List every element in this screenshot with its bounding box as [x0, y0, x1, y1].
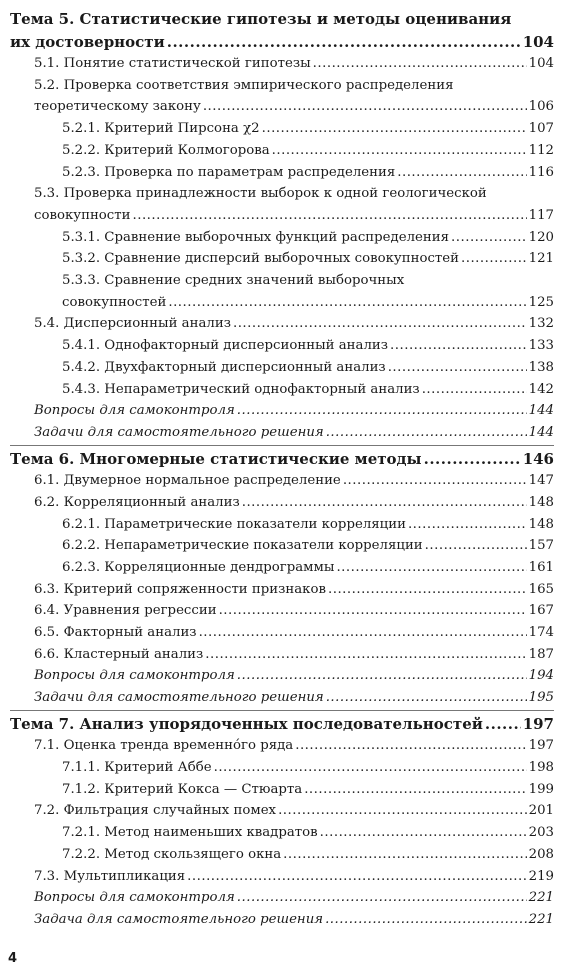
dot-leader	[237, 887, 527, 909]
toc-page-number: 221	[528, 890, 554, 906]
dot-leader	[214, 757, 527, 779]
toc-entry-title: 6.2.3. Корреляционные дендрограммы	[62, 559, 335, 575]
toc-entry[interactable]	[62, 779, 554, 801]
toc-entry[interactable]	[62, 335, 554, 357]
toc-entry-title: 6.1. Двумерное нормальное распределение	[34, 473, 341, 489]
toc-page-number: 167	[528, 603, 554, 619]
dot-leader	[485, 713, 521, 735]
toc-entry[interactable]	[34, 866, 554, 888]
dot-leader	[424, 448, 521, 470]
toc-entry-title: 6.5. Факторный анализ	[34, 625, 197, 640]
toc-entry[interactable]	[34, 422, 554, 444]
dot-leader	[422, 379, 527, 401]
dot-leader	[237, 400, 527, 422]
toc-entry[interactable]	[62, 357, 554, 379]
toc-page-number: 187	[528, 646, 554, 662]
toc-entry-title: Вопросы для самоконтроля	[34, 668, 235, 684]
dot-leader	[187, 866, 526, 888]
toc-entry[interactable]	[34, 665, 554, 687]
toc-entry-title: Тема 6. Многомерные статистические методы	[10, 449, 422, 468]
toc-entry[interactable]	[34, 579, 554, 601]
toc-page-number: 203	[528, 825, 554, 841]
dot-leader	[272, 140, 527, 162]
toc-page-number: 147	[528, 473, 554, 489]
dot-leader	[326, 422, 527, 444]
dot-leader	[451, 227, 527, 249]
toc-page-number: 219	[528, 868, 554, 884]
toc-entry-title: 5.4.2. Двухфакторный дисперсионный анализ	[62, 359, 386, 375]
toc-entry-title: теоретическому закону	[34, 99, 201, 115]
dot-leader	[278, 800, 527, 822]
toc-entry[interactable]	[34, 887, 554, 909]
toc-page-number: 208	[528, 846, 554, 862]
toc-entry-title: 5.4.3. Непараметрический однофакторный анализ	[62, 381, 420, 397]
toc-entry-title: Тема 7. Анализ упорядоченных последовательностей	[10, 714, 483, 733]
dot-leader	[397, 162, 526, 184]
toc-entry[interactable]	[34, 96, 554, 118]
toc-entry-title: 5.4. Дисперсионный анализ	[34, 316, 231, 332]
toc-page-number: 121	[528, 251, 554, 267]
toc-topic-heading[interactable]	[10, 448, 554, 470]
toc-page-number: 201	[528, 803, 554, 819]
toc-page-number: 125	[528, 294, 554, 310]
toc-page-number: 107	[528, 121, 554, 137]
toc-entry-title: Задачи для самостоятельного решения	[34, 424, 324, 440]
topic-divider	[10, 710, 554, 711]
toc-entry-title: 7.1. Оценка тренда временно́го ряда	[34, 738, 294, 754]
dot-leader	[262, 118, 527, 140]
toc-entry[interactable]	[34, 400, 554, 422]
toc-entry-title: 7.2. Фильтрация случайных помех	[34, 803, 277, 819]
toc-page-number: 148	[528, 516, 554, 532]
dot-leader	[388, 357, 527, 379]
dot-leader	[237, 665, 527, 687]
toc-page-number: 197	[528, 738, 554, 754]
toc-entry-title-line: Тема 5. Статистические гипотезы и методы оценивания	[10, 10, 512, 28]
toc-page-number: 161	[528, 559, 554, 575]
toc-entry-title: их достоверности	[10, 32, 165, 51]
toc-topic-heading[interactable]	[10, 31, 554, 53]
toc-entry[interactable]	[62, 535, 554, 557]
toc-page-number: 174	[528, 625, 554, 640]
toc-entry[interactable]	[34, 205, 554, 227]
dot-leader	[320, 822, 527, 844]
toc-entry[interactable]	[62, 757, 554, 779]
toc-entry-title-line: 5.2. Проверка соответствия эмпирического распределения	[34, 77, 454, 93]
toc-entry-title: 6.2. Корреляционный анализ	[34, 494, 240, 510]
toc-topic-heading[interactable]	[10, 713, 554, 735]
toc-entry[interactable]	[34, 470, 554, 492]
dot-leader	[205, 644, 526, 666]
dot-leader	[328, 579, 527, 601]
toc-entry-title: 6.2.2. Непараметрические показатели корреляции	[62, 538, 423, 554]
dot-leader	[242, 492, 527, 514]
toc-entry[interactable]	[62, 557, 554, 579]
toc-entry[interactable]	[34, 53, 554, 75]
dot-leader	[326, 687, 527, 709]
toc-page-number: 116	[528, 164, 554, 180]
toc-entry-title-line: 5.3. Проверка принадлежности выборок к одной геологической	[34, 186, 487, 202]
toc-entry[interactable]	[34, 909, 554, 931]
toc-entry[interactable]	[62, 379, 554, 401]
toc-entry[interactable]	[34, 622, 554, 644]
dot-leader	[390, 335, 527, 357]
toc-page-number: 144	[528, 424, 554, 440]
toc-page-number: 144	[528, 403, 554, 419]
toc-entry[interactable]	[62, 140, 554, 162]
dot-leader	[283, 844, 526, 866]
toc-page-number: 142	[528, 381, 554, 397]
page-number: 4	[8, 951, 18, 966]
toc-page-number: 194	[528, 668, 554, 684]
toc-entry[interactable]	[62, 514, 554, 536]
toc-page-number: 157	[528, 538, 554, 554]
toc-page-number: 148	[528, 494, 554, 510]
toc-entry[interactable]	[62, 162, 554, 184]
toc-entry-title: 6.6. Кластерный анализ	[34, 646, 204, 662]
dot-leader	[167, 31, 521, 53]
dot-leader	[132, 205, 526, 227]
toc-page-number: 104	[522, 32, 554, 51]
dot-leader	[461, 248, 527, 270]
dot-leader	[219, 600, 527, 622]
toc-page-number: 138	[528, 359, 554, 375]
toc-page-number: 198	[528, 760, 554, 775]
dot-leader	[304, 779, 526, 801]
toc-entry[interactable]	[34, 735, 554, 757]
toc-entry[interactable]	[62, 292, 554, 314]
toc-entry-title: 5.2.2. Критерий Колмогорова	[62, 142, 270, 158]
toc-entry-title: Вопросы для самоконтроля	[34, 403, 235, 419]
toc-entry[interactable]	[34, 492, 554, 514]
toc-entry[interactable]	[62, 844, 554, 866]
toc-entry-title: 7.2.1. Метод наименьших квадратов	[62, 825, 318, 841]
toc-entry-title: 6.2.1. Параметрические показатели корреляции	[62, 516, 406, 532]
toc-page-number: 197	[522, 714, 554, 733]
toc-page-number: 146	[522, 449, 554, 468]
toc-page-number: 133	[528, 338, 554, 354]
dot-leader	[336, 557, 526, 579]
toc-entry-title: 5.3.1. Сравнение выборочных функций распределения	[62, 229, 450, 245]
toc-page-number: 132	[528, 316, 554, 332]
toc-entry-title: 5.2.1. Критерий Пирсона χ2	[62, 121, 260, 137]
toc-entry-title: совокупности	[34, 207, 131, 223]
toc-entry[interactable]	[62, 822, 554, 844]
toc-page-number: 221	[528, 911, 554, 927]
toc-entry-title: 7.3. Мультипликация	[34, 868, 186, 884]
toc-entry[interactable]	[34, 644, 554, 666]
toc-entry-title: совокупностей	[62, 294, 167, 310]
toc-page-number: 199	[528, 781, 554, 797]
dot-leader	[408, 514, 527, 536]
toc-entry[interactable]	[34, 600, 554, 622]
toc-entry-title: 5.2.3. Проверка по параметрам распределения	[62, 164, 396, 180]
toc-entry[interactable]	[34, 800, 554, 822]
toc-page-number: 112	[528, 142, 554, 158]
dot-leader	[295, 735, 526, 757]
toc-entry-title: Задача для самостоятельного решения	[34, 911, 324, 927]
toc-entry-title: Вопросы для самоконтроля	[34, 890, 235, 906]
toc-entry-title: 6.4. Уравнения регрессии	[34, 603, 217, 619]
topic-divider	[10, 445, 554, 446]
toc-page-number: 106	[528, 99, 554, 115]
toc-entry-title: 5.1. Понятие статистической гипотезы	[34, 56, 311, 71]
dot-leader	[203, 96, 527, 118]
toc-page-number: 104	[528, 56, 554, 71]
toc-page-number: 195	[528, 690, 554, 706]
toc-entry[interactable]	[62, 227, 554, 249]
toc-entry-title: 5.4.1. Однофакторный дисперсионный анализ	[62, 338, 389, 354]
toc-entry[interactable]	[62, 118, 554, 140]
toc-entry-title: 7.1.2. Критерий Кокса — Стюарта	[62, 781, 303, 797]
dot-leader	[168, 292, 526, 314]
toc-entry-title: 6.3. Критерий сопряженности признаков	[34, 581, 326, 597]
toc-entry-title: 7.2.2. Метод скользящего окна	[62, 846, 282, 862]
dot-leader	[425, 535, 527, 557]
toc-entry-title: 7.1.1. Критерий Аббе	[62, 760, 212, 775]
toc-entry[interactable]	[62, 248, 554, 270]
toc-entry[interactable]	[34, 687, 554, 709]
dot-leader	[325, 909, 527, 931]
dot-leader	[233, 313, 527, 335]
toc-entry-title-line: 5.3.3. Сравнение средних значений выборочных	[62, 273, 405, 288]
toc-page-number: 120	[528, 229, 554, 245]
dot-leader	[199, 622, 527, 644]
toc-entry-title: Задачи для самостоятельного решения	[34, 690, 324, 706]
toc-page-number: 165	[528, 581, 554, 597]
toc-page-number: 117	[528, 207, 554, 223]
dot-leader	[313, 53, 527, 75]
toc-entry[interactable]	[34, 313, 554, 335]
toc-entry-title: 5.3.2. Сравнение дисперсий выборочных совокупностей	[62, 251, 459, 267]
dot-leader	[343, 470, 527, 492]
